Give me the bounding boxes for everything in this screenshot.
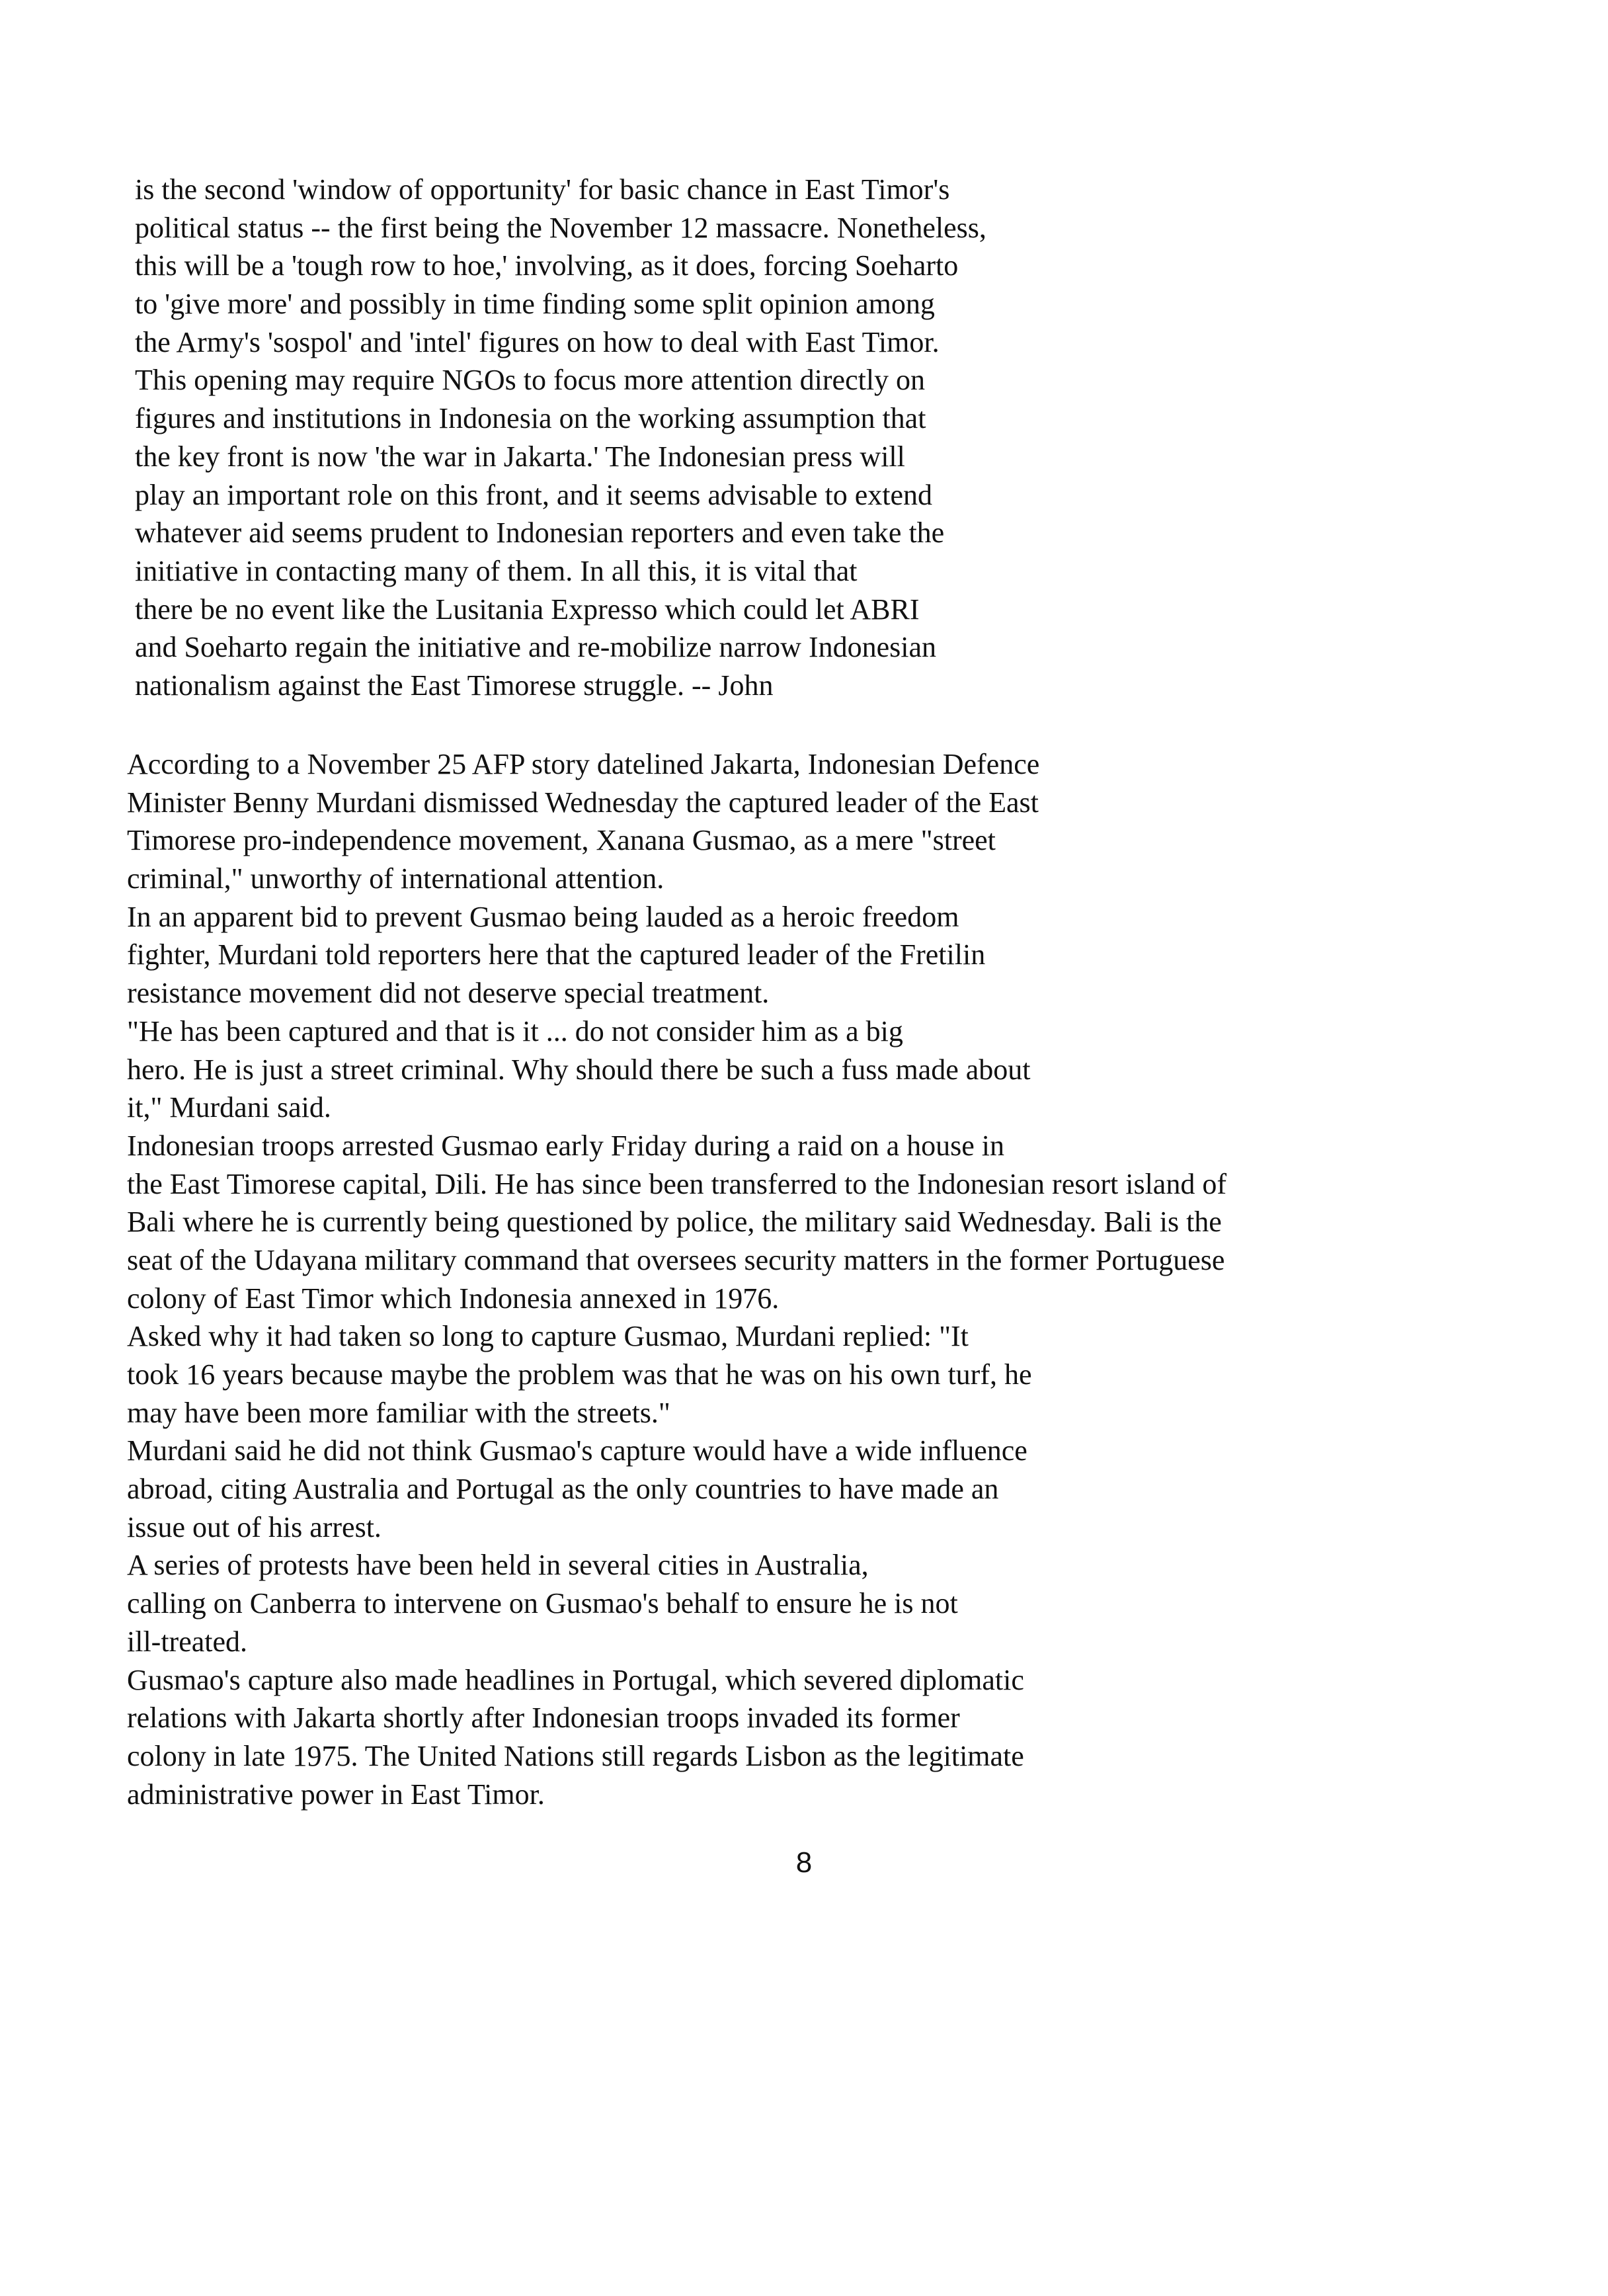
text-line: ill-treated. bbox=[127, 1625, 248, 1658]
text-line: resistance movement did not deserve special treatment. bbox=[127, 977, 770, 1010]
text-line: may have been more familiar with the streets." bbox=[127, 1396, 670, 1429]
text-line: it," Murdani said. bbox=[127, 1091, 331, 1124]
text-line: is the second 'window of opportunity' for basic chance in East Timor's bbox=[135, 173, 950, 206]
text-line: fighter, Murdani told reporters here that the captured leader of the Fretilin bbox=[127, 938, 986, 971]
text-line: there be no event like the Lusitania Expresso which could let ABRI bbox=[135, 593, 920, 626]
text-line: A series of protests have been held in several cities in Australia, bbox=[127, 1549, 869, 1582]
text-line: According to a November 25 AFP story datelined Jakarta, Indonesian Defence bbox=[127, 748, 1040, 780]
text-line: hero. He is just a street criminal. Why should there be such a fuss made about bbox=[127, 1053, 1031, 1086]
text-line: initiative in contacting many of them. In all this, it is vital that bbox=[135, 554, 858, 587]
text-line: Bali where he is currently being questioned by police, the military said Wednesday. Bali is the bbox=[127, 1206, 1222, 1239]
page-number: 8 bbox=[795, 1846, 813, 1879]
text-line: "He has been captured and that is it ... do not consider him as a big bbox=[127, 1014, 903, 1047]
text-line: abroad, citing Australia and Portugal as the only countries to have made an bbox=[127, 1473, 999, 1506]
text-line: Gusmao's capture also made headlines in Portugal, which severed diplomatic bbox=[127, 1663, 1024, 1696]
text-line: administrative power in East Timor. bbox=[127, 1778, 545, 1811]
text-line: issue out of his arrest. bbox=[127, 1510, 382, 1543]
text-line: This opening may require NGOs to focus more attention directly on bbox=[135, 364, 926, 397]
text-line: this will be a 'tough row to hoe,' involving, as it does, forcing Soeharto bbox=[135, 249, 959, 282]
text-line: Asked why it had taken so long to capture Gusmao, Murdani replied: "It bbox=[127, 1320, 969, 1353]
intro-paragraph bbox=[135, 171, 986, 705]
text-line: Murdani said he did not think Gusmao's capture would have a wide influence bbox=[127, 1434, 1027, 1467]
article-body bbox=[127, 745, 1226, 1813]
text-line: colony of East Timor which Indonesia annexed in 1976. bbox=[127, 1282, 780, 1315]
text-line: took 16 years because maybe the problem was that he was on his own turf, he bbox=[127, 1358, 1032, 1391]
text-line: the Army's 'sospol' and 'intel' figures on how to deal with East Timor. bbox=[135, 325, 940, 358]
text-line: relations with Jakarta shortly after Indonesian troops invaded its former bbox=[127, 1702, 960, 1735]
text-line: figures and institutions in Indonesia on the working assumption that bbox=[135, 402, 926, 435]
text-line: criminal," unworthy of international attention. bbox=[127, 862, 664, 895]
text-line: the East Timorese capital, Dili. He has since been transferred to the Indonesian resort island of bbox=[127, 1167, 1226, 1200]
text-line: play an important role on this front, and it seems advisable to extend bbox=[135, 478, 933, 511]
text-line: calling on Canberra to intervene on Gusmao's behalf to ensure he is not bbox=[127, 1587, 958, 1620]
text-line: seat of the Udayana military command that oversees security matters in the former Portuguese bbox=[127, 1243, 1225, 1276]
text-line: the key front is now 'the war in Jakarta.' The Indonesian press will bbox=[135, 440, 905, 473]
text-line: Timorese pro-independence movement, Xanana Gusmao, as a mere "street bbox=[127, 824, 996, 857]
text-line: to 'give more' and possibly in time finding some split opinion among bbox=[135, 288, 935, 321]
text-line: In an apparent bid to prevent Gusmao being lauded as a heroic freedom bbox=[127, 900, 959, 933]
text-line: Indonesian troops arrested Gusmao early Friday during a raid on a house in bbox=[127, 1129, 1004, 1162]
text-line: and Soeharto regain the initiative and re-mobilize narrow Indonesian bbox=[135, 631, 937, 664]
text-line: colony in late 1975. The United Nations still regards Lisbon as the legitimate bbox=[127, 1739, 1024, 1772]
text-line: whatever aid seems prudent to Indonesian reporters and even take the bbox=[135, 516, 945, 550]
text-line: political status -- the first being the November 12 massacre. Nonetheless, bbox=[135, 211, 986, 244]
text-line: nationalism against the East Timorese struggle. -- John bbox=[135, 669, 774, 702]
text-line: Minister Benny Murdani dismissed Wednesday the captured leader of the East bbox=[127, 786, 1039, 819]
